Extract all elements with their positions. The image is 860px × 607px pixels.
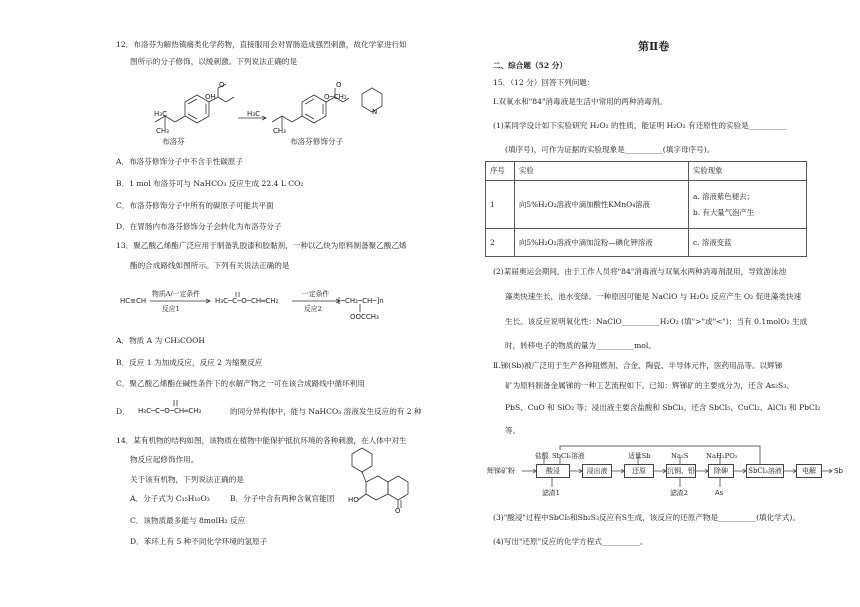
flow-product: Sb	[834, 467, 843, 475]
q12-mol-oh: OH	[205, 93, 216, 101]
q15-part2-line4: 等。	[505, 426, 521, 435]
flow-reagent-na2s: Na₂S	[671, 452, 689, 460]
q14-mol-ho: HO	[348, 496, 359, 504]
q15-p2-line1: (2)某届奥运会期间，由于工作人员将"84"消毒液与双氧水两种消毒剂混用，导致游泳池	[493, 267, 787, 276]
q13-arrow1-bottom: 反应1	[162, 305, 180, 313]
q13-start-material: HC≡CH	[120, 297, 147, 305]
q13-arrow1-top: 物质A/一定条件	[152, 290, 200, 298]
q15-p1-line1: (1)某同学设计如下实验研究 H₂O₂ 的性质，能证明 H₂O₂ 有还原性的实验是__________	[493, 121, 787, 130]
q12-option-c: C．布洛芬修饰分子中所有的碳原子可能共平面	[116, 201, 274, 210]
table-header-phenomenon: 实验现象	[689, 162, 807, 181]
flow-step-cu-pb-removal: 沉铜、铅	[666, 464, 696, 478]
q13-option-d-prefix: D．	[116, 407, 130, 416]
q15-p2-line3: 生长。该反应说明氧化性：NaClO__________H₂O₂ (填">"或"<")；当有 0.1molO₂ 生成	[505, 317, 808, 326]
flow-reagent-sbcl5: SbCl₅溶液	[552, 452, 585, 460]
table-cell-no: 1	[486, 181, 515, 229]
q13-option-d-structure: H₃C─C─O─CH═CH₂	[138, 407, 202, 415]
q12-option-a: A．布洛芬修饰分子中不含手性碳原子	[116, 157, 243, 166]
q15-p3: (3)"酸浸"过程中SbCl₅和Sb₂S₃反应有S生成，该反应的还原产物是__________(填化学式)。	[493, 513, 800, 522]
flow-step-acid-leach: 酸浸	[536, 464, 570, 478]
q13-polymer-sidegroup: OOCCH₃	[350, 313, 379, 321]
flow-step-reduction: 还原	[624, 464, 654, 478]
q14-option-a: A．分子式为 C₁₅H₁₀O₃	[130, 494, 210, 503]
table-cell-exp: 向5%H₂O₂溶液中滴加淀粉—碘化钾溶液	[515, 229, 689, 257]
flow-reagent-hcl: 盐酸	[535, 452, 549, 460]
q15-p1-line2: (填序号)，可作为证据的实验现象是__________(填字母序号)。	[505, 145, 715, 154]
q13-intermediate: H₃C─C─O─CH═CH₂	[215, 297, 279, 305]
q14-stem-line1: 14．某有机物的结构如图，该物质在植物中能保护抵抗环境的各种刺激，在人体中对生	[116, 436, 407, 445]
q14-stem-line2: 物反应起修饰作用。	[130, 455, 199, 464]
q13-route-arrows	[0, 290, 430, 330]
q14-mol-o: O	[395, 507, 401, 515]
table-row	[486, 229, 807, 257]
q15-p2-line2: 藻类快速生长，池水变绿。一种原因可能是 NaClO 与 H₂O₂ 反应产生 O₂ 促进藻类快速	[505, 292, 802, 301]
q12-stem-line2: 图所示的分子修饰，以缓刺激。下列说法正确的是	[130, 57, 298, 66]
q12-mol-o-2: O	[336, 81, 342, 89]
q15-part2-line3: PbS、CuO 和 SiO₂ 等；浸出液主要含盐酸和 SbCl₃，还含 SbCl₅、CuCl₂、AlCl₃ 和 PbCl₂	[505, 403, 821, 412]
q15-part2-line1: Ⅱ.锑(Sb)被广泛用于生产各种阻燃剂、合金、陶瓷、半导体元件，医药用品等。以辉锑	[493, 361, 783, 370]
q12-mol-och2: O─CH₂	[324, 93, 347, 101]
q12-option-b: B．1 mol 布洛芬可与 NaHCO₃ 反应生成 22.4 L CO₂	[116, 179, 304, 188]
q12-mol-ch3-1: CH₃	[156, 127, 169, 135]
section-title: 第Ⅱ卷	[638, 40, 670, 53]
q15-header: 15．（12 分）回答下列问题：	[493, 78, 595, 87]
q13-arrow2-top: 一定条件	[302, 290, 330, 298]
flow-waste3: As	[715, 489, 724, 497]
q15-experiment-table	[485, 161, 807, 257]
q12-mol-h3c-1: H₃C	[154, 110, 167, 118]
q12-mol-ch3-2: CH₃	[273, 127, 286, 135]
q14-option-d: D．苯环上有 5 种不同化学环境的氢原子	[130, 537, 268, 546]
section-subtitle: 二、综合题（52 分）	[493, 61, 567, 70]
q13-option-a: A．物质 A 为 CH₃COOH	[116, 336, 205, 345]
q15-part2-line2: 矿为原料制备金属锑的一种工艺流程如下。已知：辉锑矿的主要成分为，还含 As₂S₃、	[505, 381, 794, 390]
q15-p4: (4)写出"还原"反应的化学方程式__________。	[493, 537, 648, 546]
q13-stem-line1: 13．聚乙酸乙烯酯广泛应用于制备乳胶漆和胶黏剂，一种以乙炔为原料制备聚乙酸乙烯	[116, 241, 407, 250]
table-cell-exp: 向5%H₂O₂溶液中滴加酸性KMnO₄溶液	[515, 181, 689, 229]
flow-step-sbcl3: SbCl₃溶液	[746, 464, 784, 478]
q13-polymer: [─CH₂─CH─]n	[338, 297, 384, 305]
right-column	[430, 0, 860, 607]
q12-reaction-diagram	[0, 72, 430, 152]
flow-step-as-removal: 除砷	[708, 464, 734, 478]
q15-p2-line4: 时，转移电子的物质的量为__________mol。	[505, 341, 656, 350]
q12-mol-o-1: O	[219, 81, 225, 89]
q13-option-c: C．聚乙酸乙烯酯在碱性条件下的水解产物之一可在该合成路线中循环利用	[116, 379, 365, 388]
table-cell-phenomenon: c. 溶液变蓝	[689, 229, 807, 257]
table-row	[486, 181, 807, 229]
q13-option-d-suffix: 的同分异构体中，能与 NaHCO₃ 溶液发生反应的有 2 种	[230, 407, 422, 416]
flow-reagent-sb: 适量Sb	[628, 452, 651, 460]
table-cell-phenomenon	[689, 181, 807, 229]
q12-stem-line1: 12．布洛芬为解热镇痛类化学药物，直接服用会对胃肠造成强烈刺激，故化学家进行如	[116, 40, 407, 49]
flow-waste1: 滤渣1	[542, 489, 560, 497]
q13-arrow2-bottom: 反应2	[304, 305, 322, 313]
q14-option-c: C．该物质最多能与 8molH₂ 反应	[130, 516, 246, 525]
q13-stem-line2: 酯的合成路线如图所示。下列有关说法正确的是	[130, 261, 290, 270]
q12-label-ibuprofen: 布洛芬	[162, 137, 185, 146]
phenomenon-b: b. 有大量气泡产生	[693, 207, 755, 217]
table-header-no: 序号	[486, 162, 515, 181]
q12-option-d: D．在胃肠内布洛芬修饰分子会转化为布洛芬分子	[116, 222, 282, 231]
q14-option-b: B．分子中含有两种含氧官能团	[230, 494, 335, 503]
q12-mol-h3c-2: H₃C	[247, 110, 260, 118]
q12-label-modified: 布洛芬修饰分子	[290, 137, 344, 146]
flow-step-leachate: 浸出液	[582, 464, 612, 478]
q13-option-b: B．反应 1 为加成反应，反应 2 为缩聚反应	[116, 358, 263, 367]
flow-step-electrolysis: 电解	[796, 464, 822, 478]
q14-stem-line3: 关于该有机物，下列说法正确的是	[130, 475, 244, 484]
q12-mol-n: N	[372, 108, 378, 116]
flow-waste2: 滤渣2	[670, 489, 688, 497]
flow-feed: 辉锑矿粉	[487, 467, 515, 475]
table-cell-no: 2	[486, 229, 515, 257]
flow-reagent-nah2po2: NaH₂PO₂	[706, 452, 738, 460]
table-header-exp: 实验	[515, 162, 689, 181]
q15-part1-intro: Ⅰ.双氧水和"84"消毒液是生活中常用的两种消毒剂。	[493, 97, 667, 106]
phenomenon-a: a. 溶液紫色褪去；	[693, 192, 754, 202]
q14-molecule-diagram	[330, 450, 430, 520]
